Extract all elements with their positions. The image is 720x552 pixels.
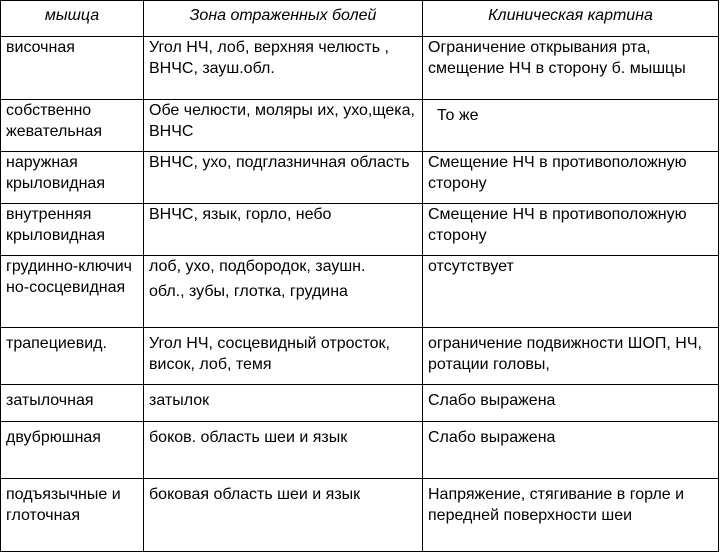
cell-muscle: двубрюшная <box>1 422 144 479</box>
table-row <box>1 152 719 204</box>
cell-muscle: наружная крыловидная <box>1 152 144 204</box>
cell-muscle: собственно жевательная <box>1 100 144 152</box>
table-row <box>1 422 719 479</box>
cell-clinic: То же <box>423 100 719 152</box>
table-row <box>1 37 719 100</box>
cell-clinic: ограничение подвижности ШОП, НЧ, ротации головы, <box>423 328 719 385</box>
cell-clinic: Напряжение, стягивание в горле и передней поверхности шеи <box>423 479 719 552</box>
cell-zone: затылок <box>144 385 423 422</box>
cell-clinic: Смещение НЧ в противоположную сторону <box>423 152 719 204</box>
table-row <box>1 256 719 328</box>
cell-muscle: подъязычные и глоточная <box>1 479 144 552</box>
cell-clinic: Слабо выражена <box>423 422 719 479</box>
cell-muscle: затылочная <box>1 385 144 422</box>
cell-zone: ВНЧС, ухо, подглазничная область <box>144 152 423 204</box>
table-row <box>1 479 719 552</box>
cell-zone: боковая область шеи и язык <box>144 479 423 552</box>
cell-zone: Угол НЧ, лоб, верхняя челюсть , ВНЧС, зауш.обл. <box>144 37 423 100</box>
table-row <box>1 100 719 152</box>
table-row <box>1 385 719 422</box>
header-muscle: мышца <box>1 1 144 37</box>
cell-zone: боков. область шеи и язык <box>144 422 423 479</box>
cell-zone <box>144 256 423 328</box>
cell-clinic: отсутствует <box>423 256 719 328</box>
header-pain-zone: Зона отраженных болей <box>144 1 423 37</box>
cell-zone: ВНЧС, язык, горло, небо <box>144 204 423 256</box>
header-clinical-picture: Клиническая картина <box>423 1 719 37</box>
cell-clinic: Ограничение открывания рта, смещение НЧ в сторону б. мышцы <box>423 37 719 100</box>
table-header-row <box>1 1 719 37</box>
cell-zone-line-1: лоб, ухо, подбородок, заушн. <box>149 258 366 275</box>
cell-zone: Угол НЧ, сосцевидный отросток, висок, лоб, темя <box>144 328 423 385</box>
cell-muscle: грудинно-ключично-сосцевидная <box>1 256 144 328</box>
cell-zone: Обе челюсти, моляры их, ухо,щека, ВНЧС <box>144 100 423 152</box>
cell-muscle: височная <box>1 37 144 100</box>
cell-muscle: внутренняя крыловидная <box>1 204 144 256</box>
cell-clinic: Смещение НЧ в противоположную сторону <box>423 204 719 256</box>
cell-muscle: трапециевид. <box>1 328 144 385</box>
cell-clinic: Слабо выражена <box>423 385 719 422</box>
cell-zone-line-2: обл., зубы, глотка, грудина <box>149 283 348 300</box>
table-row <box>1 328 719 385</box>
table-row <box>1 204 719 256</box>
